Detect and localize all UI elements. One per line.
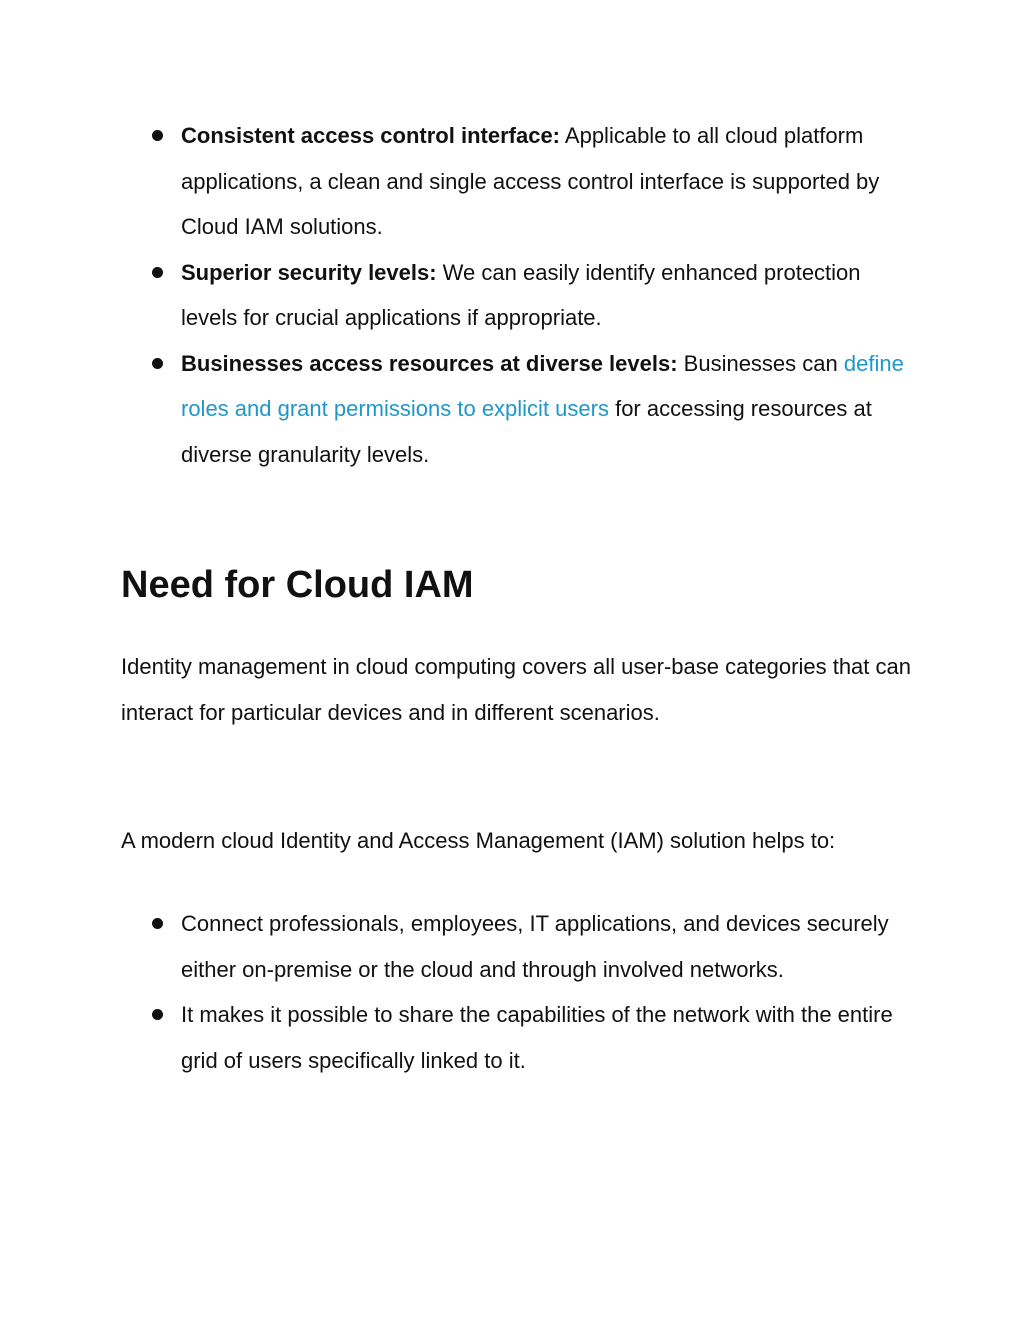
benefit-lead: Consistent access control interface: [181,123,561,148]
solution-item-text: It makes it possible to share the capabilities of the network with the entire grid of users specifically linked to it. [181,1002,893,1073]
list-item [152,341,912,478]
bullet-icon [152,267,163,278]
solution-list [152,901,912,1083]
benefit-text: Applicable to all cloud platform applications, a clean and single access control interface is supported by Cloud IAM solutions. [181,123,880,239]
section-heading: Need for Cloud IAM [121,564,474,606]
intro-paragraph: Identity management in cloud computing covers all user-base categories that can interact for particular devices and in different scenarios. [121,654,911,725]
benefits-list [152,113,912,477]
solution-intro-paragraph: A modern cloud Identity and Access Management (IAM) solution helps to: [121,828,836,853]
benefit-text: Businesses can [677,350,844,376]
benefit-lead: Superior security levels: [181,259,437,285]
bullet-icon [152,918,163,929]
bullet-icon [152,130,163,141]
solution-item-text: Connect professionals, employees, IT applications, and devices securely either on-premise or the cloud and through involved networks. [181,911,889,982]
list-item [152,901,912,992]
list-item [152,250,912,341]
benefit-lead: Businesses access resources at diverse levels: [181,350,678,376]
roles-permissions-link[interactable]: define roles and grant permissions to explicit users [181,350,904,421]
benefit-text: for accessing resources at diverse granularity levels. [181,396,872,467]
list-item [152,992,912,1083]
bullet-icon [152,1009,163,1020]
benefit-text: We can easily identify enhanced protection levels for crucial applications if appropriate. [181,259,861,330]
bullet-icon [152,358,163,369]
list-item [152,113,912,250]
